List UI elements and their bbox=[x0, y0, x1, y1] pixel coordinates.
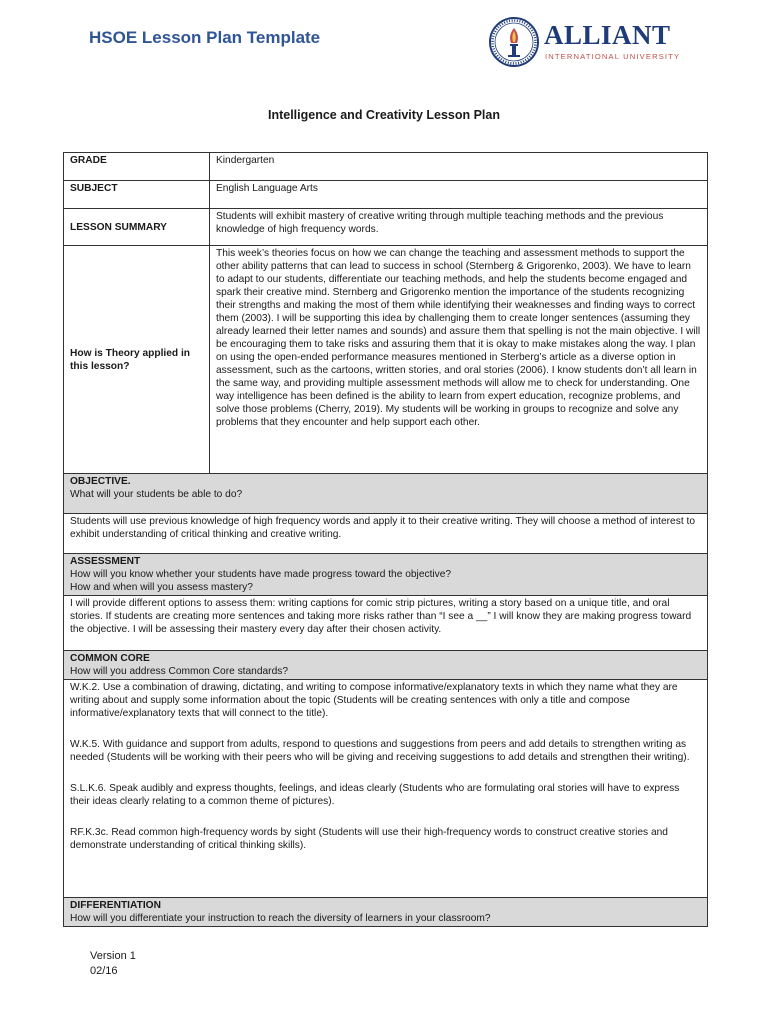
common-core-standards bbox=[64, 680, 708, 898]
template-title: HSOE Lesson Plan Template bbox=[89, 28, 321, 47]
assessment-header bbox=[64, 554, 708, 596]
theory-value: This week’s theories focus on how we can change the teaching and assessment methods to support the other ability patterns that can lead to success in school (Sternberg & Grigorenko, 2003). We have to learn to adapt to our students, differentiate our teaching methods, and help the students become engaged and spark their creative mind. Sternberg and Grigorenko mention the importance of the students recognizing their strengths and making the most of them while identifying their weaknesses and finding ways to correct them (2003). I will be supporting this idea by challenging them to create longer sentences (assuming they already learned their letter names and sounds) and assure them that spelling is not the main objective. I will be encouraging them to take risks and assuring them that it is okay to make mistakes along the way. I plan on using the open-ended performance measures mentioned in Sterberg’s article as a diverse option in assessment, such as the cartoons, written stories, and oral stories (2006). I know students don’t all learn in the same way, and providing multiple assessment methods will allow me to check for understanding. One way intelligence has been defined is the ability to learn from expert education, recognize problems, and solve those problems (Cherry, 2019). My students will be working in groups to recognize and solve any problems that they encounter and help support each other. bbox=[210, 246, 708, 474]
common-core-header bbox=[64, 651, 708, 680]
theory-row bbox=[64, 246, 708, 474]
subject-label: SUBJECT bbox=[64, 181, 210, 209]
lesson-plan-title: Intelligence and Creativity Lesson Plan bbox=[267, 108, 500, 122]
differentiation-header-row bbox=[64, 898, 708, 927]
subject-row bbox=[64, 181, 708, 209]
summary-row bbox=[64, 209, 708, 246]
objective-header-row bbox=[64, 474, 708, 514]
grade-label: GRADE bbox=[64, 153, 210, 181]
logo-subtitle: INTERNATIONAL UNIVERSITY bbox=[545, 52, 681, 61]
summary-label: LESSON SUMMARY bbox=[64, 209, 210, 246]
university-seal-icon bbox=[488, 14, 540, 70]
assessment-title: ASSESSMENT bbox=[70, 556, 141, 567]
summary-value: Students will exhibit mastery of creative writing through multiple teaching methods and the previous knowledge of high frequency words. bbox=[210, 209, 708, 246]
alliant-logo bbox=[488, 14, 698, 74]
subject-value: English Language Arts bbox=[210, 181, 708, 209]
objective-answer-row bbox=[64, 514, 708, 554]
differentiation-header bbox=[64, 898, 708, 927]
assessment-question-2: How and when will you assess mastery? bbox=[70, 582, 253, 593]
objective-title: OBJECTIVE. bbox=[70, 476, 131, 487]
version-label: Version 1 bbox=[90, 950, 136, 962]
page-footer bbox=[90, 949, 136, 979]
objective-question: What will your students be able to do? bbox=[70, 489, 243, 500]
theory-label: How is Theory applied in this lesson? bbox=[64, 246, 210, 474]
differentiation-question: How will you differentiate your instruction to reach the diversity of learners in your classroom? bbox=[70, 913, 491, 924]
common-core-header-row bbox=[64, 651, 708, 680]
assessment-answer-row bbox=[64, 596, 708, 651]
common-core-question: How will you address Common Core standards? bbox=[70, 666, 288, 677]
standard-wk5: W.K.5. With guidance and support from adults, respond to questions and suggestions from peers and add details to strengthen writing as needed (Students will be working with their peers who will be giving and receiving suggestions to add details and strengthen their writing). bbox=[70, 739, 690, 763]
common-core-standards-row bbox=[64, 680, 708, 898]
lesson-plan-table bbox=[63, 152, 708, 927]
objective-header bbox=[64, 474, 708, 514]
assessment-question-1: How will you know whether your students have made progress toward the objective? bbox=[70, 569, 452, 580]
assessment-answer: I will provide different options to assess them: writing captions for comic strip pictures, writing a story based on a unique title, and oral stories. If students are creating more sentences and taking more risks rather than “I see a __” I will know they are making progress toward the objective. I will be assessing their mastery every day after their chosen activity. bbox=[64, 596, 708, 651]
objective-answer: Students will use previous knowledge of high frequency words and apply it to their creative writing. They will choose a method of interest to exhibit understanding of critical thinking and creative writing. bbox=[64, 514, 708, 554]
version-date: 02/16 bbox=[90, 965, 118, 977]
standard-wk2: W.K.2. Use a combination of drawing, dictating, and writing to compose informative/explanatory texts in which they name what they are writing about and supply some information about the topic (Students will be creating sentences with only a title and compose informative/explanatory texts that will connect to the title). bbox=[70, 682, 678, 719]
common-core-title: COMMON CORE bbox=[70, 653, 150, 664]
differentiation-title: DIFFERENTIATION bbox=[70, 900, 161, 911]
standard-slk6: S.L.K.6. Speak audibly and express thoughts, feelings, and ideas clearly (Students who are formulating oral stories will have to express their ideas clearly relating to a common theme of pictures). bbox=[70, 783, 680, 807]
logo-wordmark: ALLIANT bbox=[544, 20, 671, 50]
standard-rfk3c: RF.K.3c. Read common high-frequency words by sight (Students will use their high-frequency words to construct creative stories and demonstrate understanding of critical thinking skills). bbox=[70, 827, 668, 851]
assessment-header-row bbox=[64, 554, 708, 596]
grade-row bbox=[64, 153, 708, 181]
grade-value: Kindergarten bbox=[210, 153, 708, 181]
